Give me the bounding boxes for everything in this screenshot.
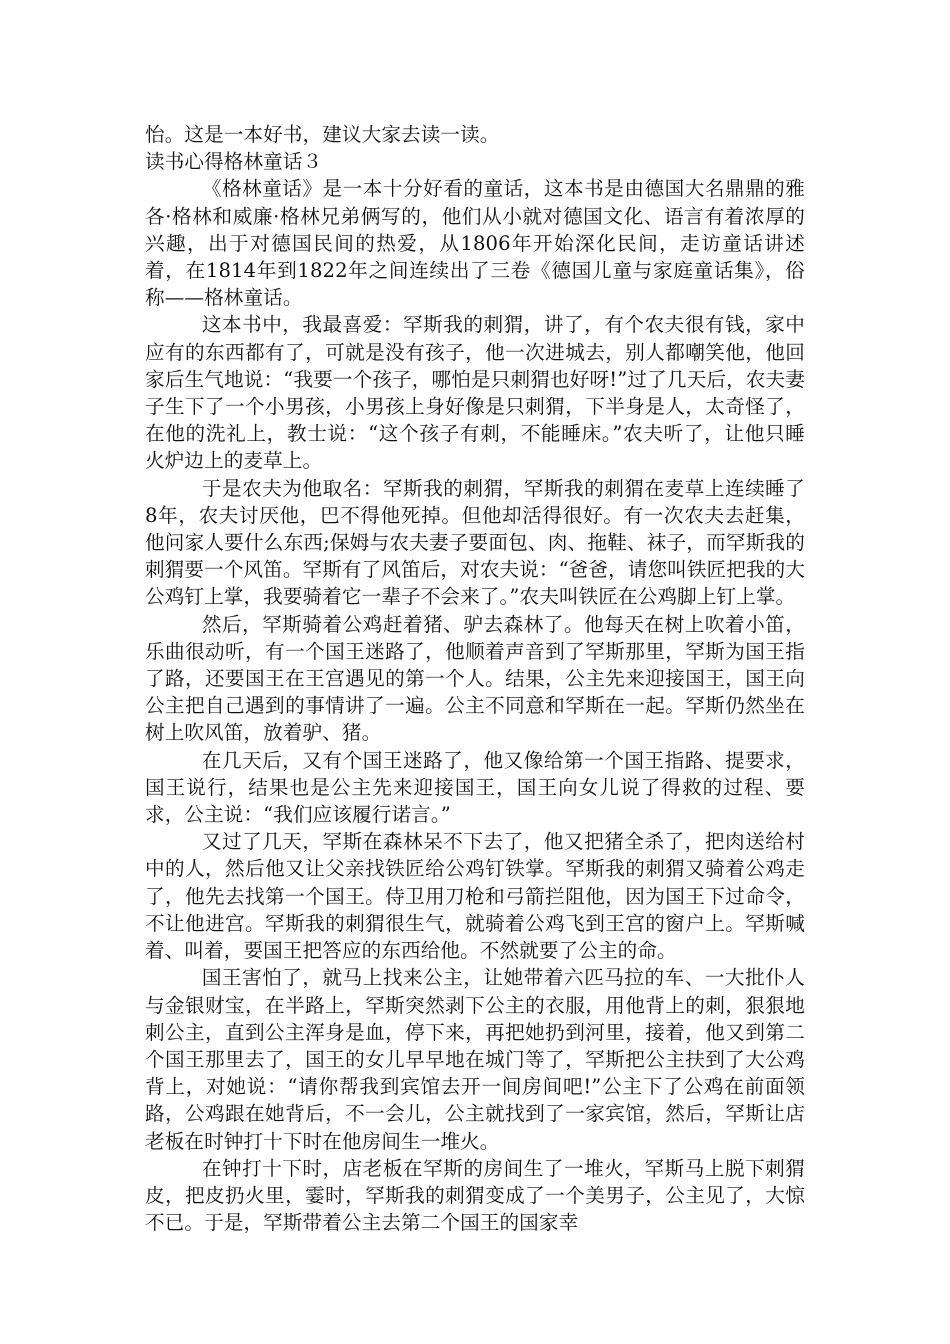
paragraph-continuation: 怡。这是一本好书，建议大家去读一读。 — [145, 123, 500, 146]
paragraph-favorite-story: 这本书中，我最喜爱：罕斯我的刺猬，讲了，有个农夫很有钱，家中应有的东西都有了，可就是没有孩子，他一次进城去，别人都嘲笑他，他回家后生气地说：“我要一个孩子，哪怕是只刺猬也好呀!”过了几天后，农夫妻子生下了一个小男孩，小男孩上身好像是只刺猬，下半身是人，太奇怪了，在他的洗礼上，教士说：“这个孩子有刺，不能睡床。”农夫听了，让他只睡火炉边上的麦草上。 — [145, 313, 805, 473]
paragraph-princess: 国王害怕了，就马上找来公主，让她带着六匹马拉的车、一大批仆人与金银财宝，在半路上，罕斯突然剥下公主的衣服，用他背上的刺，狠狠地刺公主，直到公主浑身是血，停下来，再把她扔到河里，接着，他又到第二个国王那里去了，国王的女儿早早地在城门等了，罕斯把公主扶到了大公鸡背上，对她说：“请你帮我到宾馆去开一间房间吧!”公主下了公鸡在前面领路，公鸡跟在她背后，不一会儿，公主就找到了一家宾馆，然后，罕斯让店老板在时钟打十下时在他房间生一堆火。 — [145, 966, 805, 1153]
paragraph-transformation: 在钟打十下时，店老板在罕斯的房间生了一堆火，罕斯马上脱下刺猬皮，把皮扔火里，霎时，罕斯我的刺猬变成了一个美男子，公主见了，大惊不已。于是，罕斯带着公主去第二个国王的国家幸 — [145, 1156, 805, 1235]
paragraph-forest: 然后，罕斯骑着公鸡赶着猪、驴去森林了。他每天在树上吹着小笛，乐曲很动听，有一个国王迷路了，他顺着声音到了罕斯那里，罕斯为国王指了路，还要国王在王宫遇见的第一个人。结果，公主先来迎接国王，国王向公主把自己遇到的事情讲了一遍。公主不同意和罕斯在一起。罕斯仍然坐在树上吹风笛，放着驴、猪。 — [145, 612, 805, 745]
paragraph-intro: 《格林童话》是一本十分好看的童话，这本书是由德国大名鼎鼎的雅各·格林和威廉·格林兄弟俩写的，他们从小就对德国文化、语言有着浓厚的兴趣，出于对德国民间的热爱，从1806年开始深化民间，走访童话讲述着，在1814年到1822年之间连续出了三卷《德国儿童与家庭童话集》，俗称——格林童话。 — [145, 177, 805, 310]
section-title: 读书心得格林童话３ — [145, 150, 323, 174]
paragraph-naming: 于是农夫为他取名：罕斯我的刺猬，罕斯我的刺猬在麦草上连续睡了8年，农夫讨厌他，巴不得他死掉。但他却活得很好。有一次农夫去赶集，他问家人要什么东西;保姆与农夫妻子要面包、肉、拖鞋、袜子，而罕斯我的刺猬要一个风笛。罕斯有了风笛后，对农夫说：“爸爸，请您叫铁匠把我的大公鸡钉上掌，我要骑着它一辈子不会来了。”农夫叫铁匠在公鸡脚上钉上掌。 — [145, 476, 806, 609]
paragraph-second-king: 在几天后，又有个国王迷路了，他又像给第一个国王指路、提要求，国王说行，结果也是公主先来迎接国王，国王向女儿说了得救的过程、要求，公主说：“我们应该履行诺言。” — [145, 748, 805, 827]
document-page — [145, 121, 805, 1236]
paragraph-first-king-visit: 又过了几天，罕斯在森林呆不下去了，他又把猪全杀了，把肉送给村中的人，然后他又让父亲找铁匠给公鸡钉铁掌。罕斯我的刺猬又骑着公鸡走了，他先去找第一个国王。侍卫用刀枪和弓箭拦阻他，因为国王下过命令，不让他进宫。罕斯我的刺猬很生气，就骑着公鸡飞到王宫的窗户上。罕斯喊着、叫着，要国王把答应的东西给他。不然就要了公主的命。 — [145, 830, 805, 963]
